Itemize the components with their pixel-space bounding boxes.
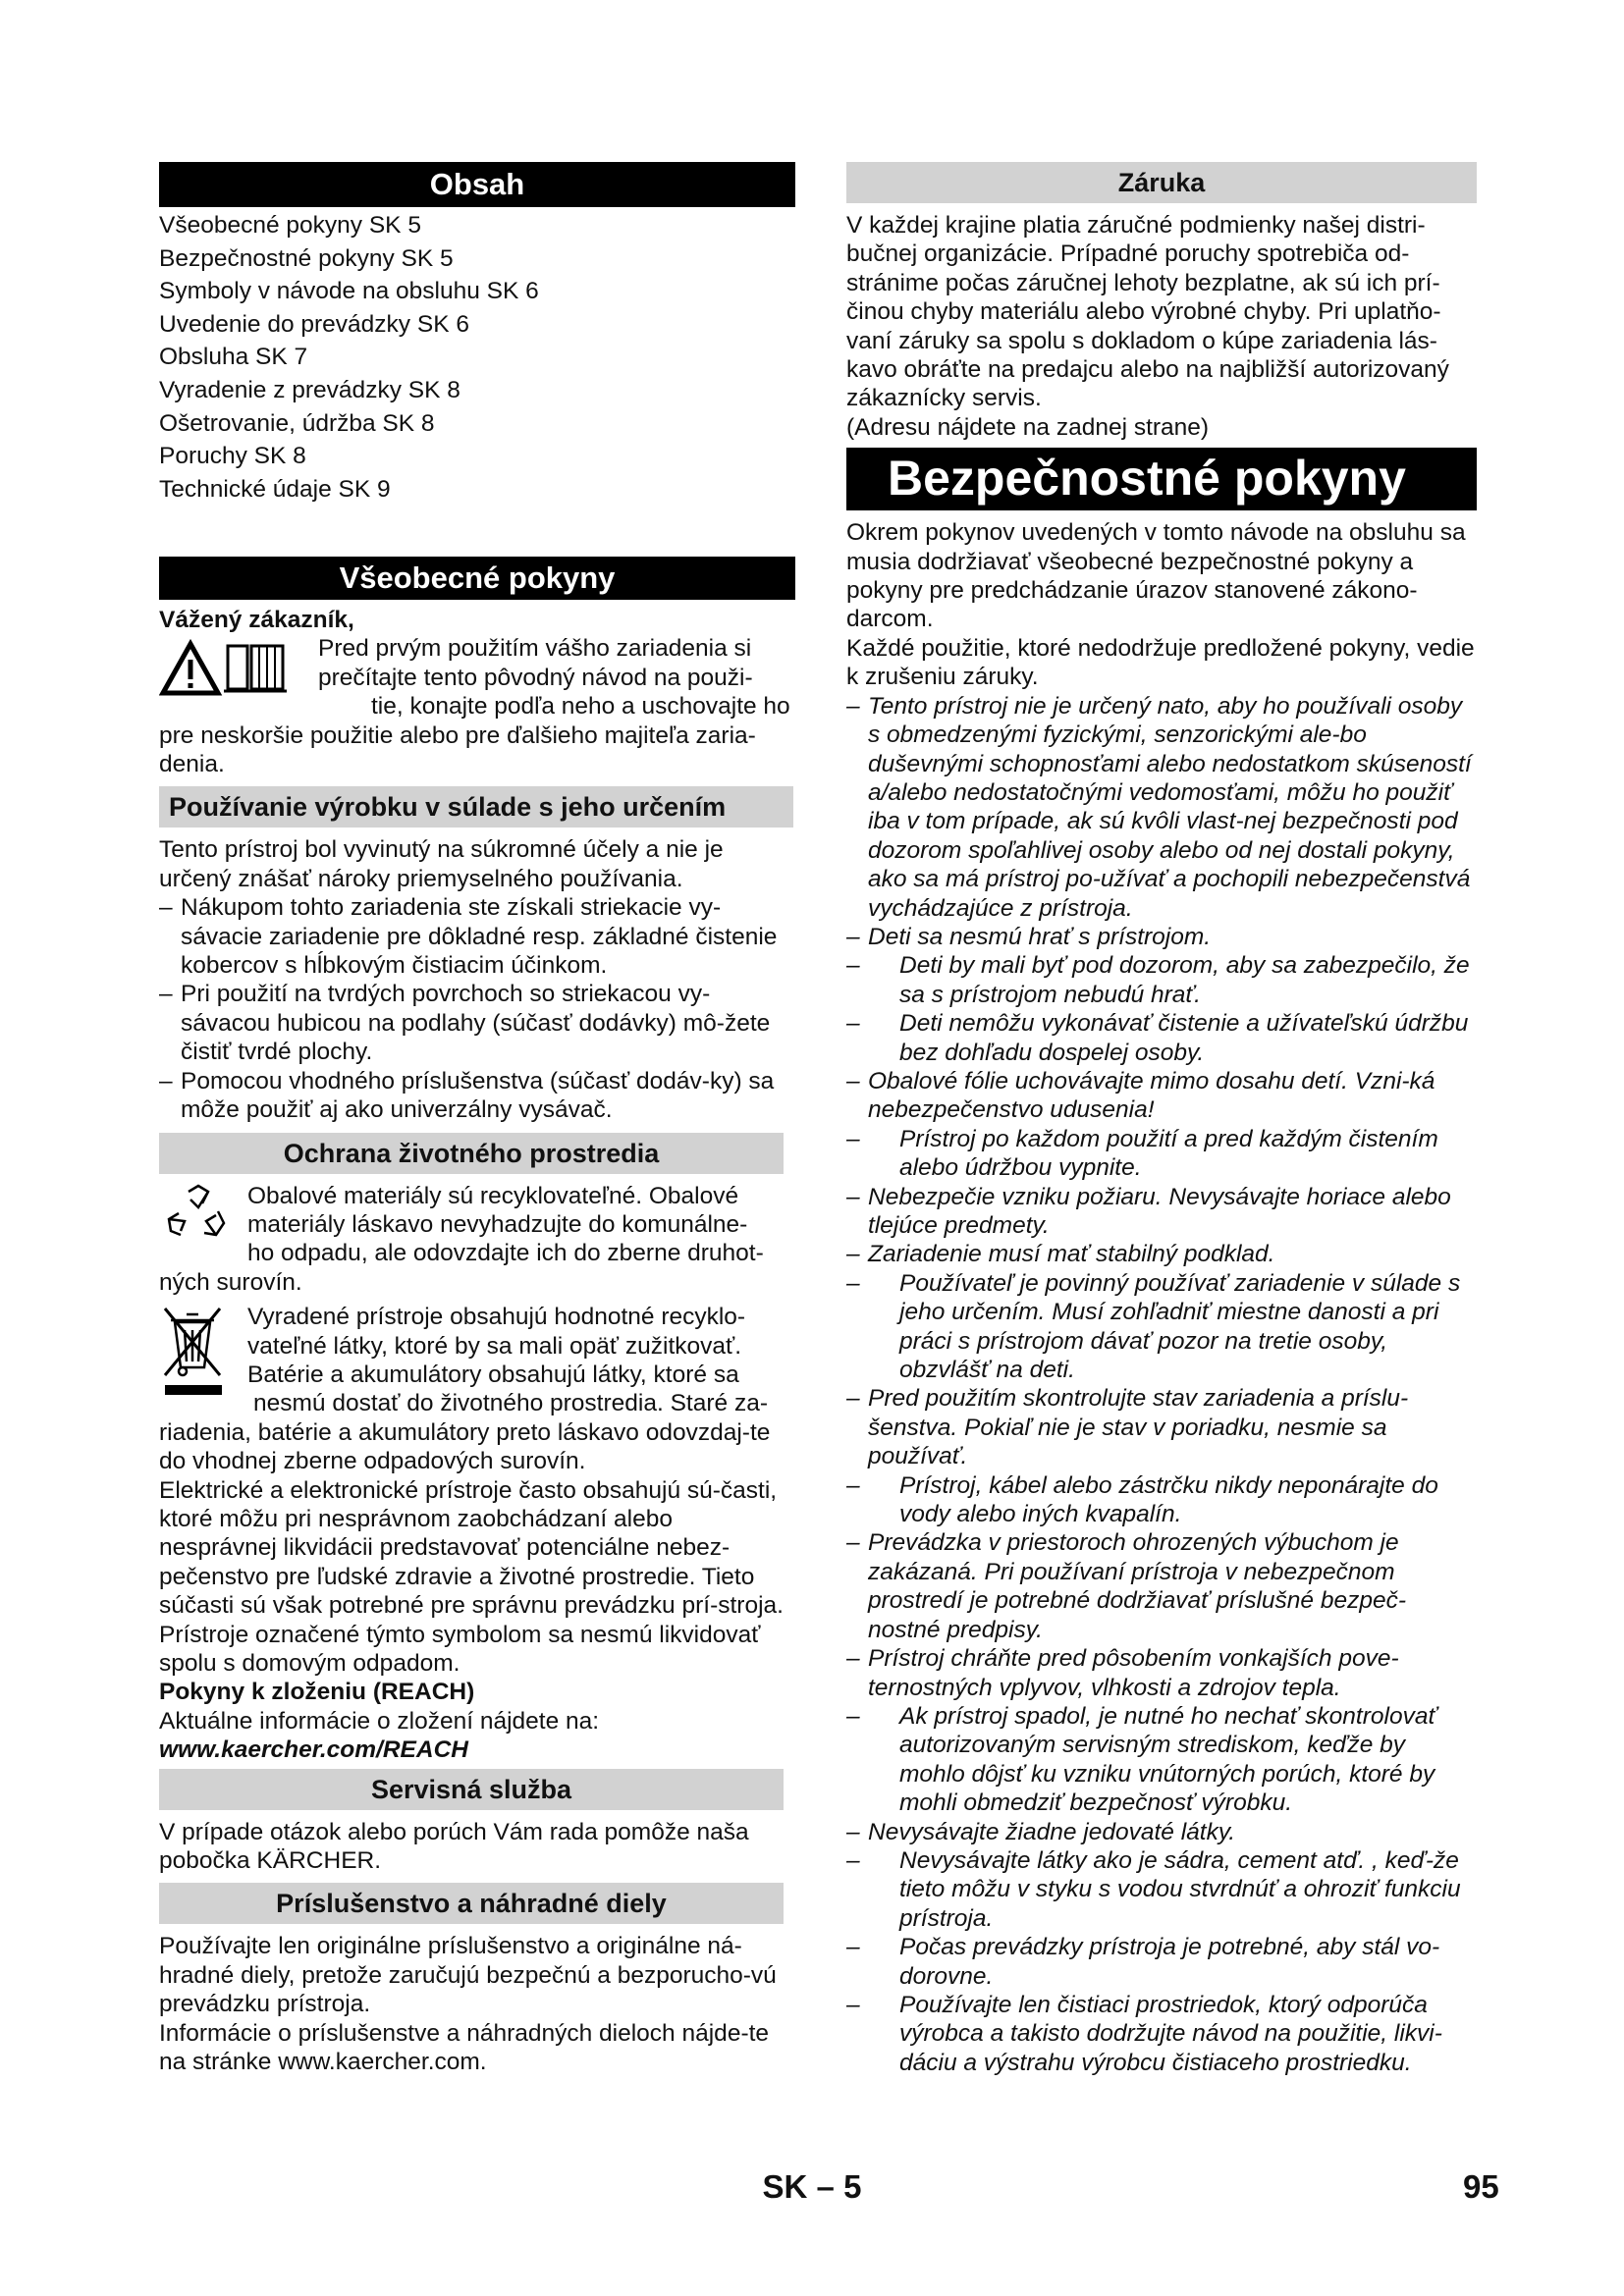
recycle-line: materiály láskavo nevyhadzujte do komunálne- — [247, 1210, 748, 1238]
accessories-text-2: Informácie o príslušenstve a náhradných dieloch nájde-te na stránke www.kaercher.com. — [159, 2019, 770, 2076]
greeting: Vážený zákazník, — [159, 607, 354, 633]
recycle-rest: ných surovín. — [159, 1268, 302, 1296]
recycle-icon — [159, 1182, 238, 1251]
toc-item[interactable]: Uvedenie do prevádzky SK 6 — [159, 310, 469, 338]
accessories-text: Používajte len originálne príslušenstvo a originálne ná-hradné diely, pretože zaručujú bezpečnú a bezporucho-vú prevádzku prístroja. — [159, 1933, 777, 2018]
weee-rest: riadenia, batérie a akumulátory preto láskavo odovzdaj-te do vhodnej zberne odpadových surovín. — [159, 1418, 771, 1475]
toc-item[interactable]: Poruchy SK 8 — [159, 443, 306, 470]
intro-line: Pred prvým použitím vášho zariadenia si — [318, 635, 752, 663]
weee-line: Batérie a akumulátory obsahujú látky, ktoré sa — [247, 1361, 739, 1388]
intro-block — [159, 634, 795, 721]
safety-item: – Prístroj, kábel alebo zástrčku nikdy neponárajte do vody alebo iných kvapalín. — [846, 1471, 1438, 1528]
page-number: 95 — [1463, 2168, 1499, 2205]
safety-item: – Prístroj po každom použití a pred každým čistením alebo údržbou vypnite. — [846, 1125, 1438, 1182]
safety-item: – Deti by mali byť pod dozorom, aby sa zabezpečilo, že sa s prístrojom nebudú hrať. — [846, 952, 1470, 1008]
warranty-text: V každej krajine platia záručné podmienky našej distri-bučnej organizácie. Prípadné poruchy spotrebiča od-stránime počas záručnej lehoty bezplatne, ak sú ich prí-činou chyby materiálu alebo výrobné chyby. Pri uplatňo-vaní záruky sa spolu s dokladom o kúpe zariadenia lás-kavo obráťte na predajcu alebo na najbližší autorizovaný zákaznícky servis. — [846, 212, 1449, 412]
warranty-address: (Adresu nájdete na zadnej strane) — [846, 413, 1210, 441]
warning-triangle-icon — [159, 638, 306, 697]
safety-item: – Používajte len čistiaci prostriedok, ktorý odporúča výrobca a takisto dodržujte návod na použitie, likvi-dáciu a výstrahu výrobcu čistiaceho prostriedku. — [846, 1991, 1442, 2076]
intro-line: prečítajte tento pôvodný návod na použi- — [318, 664, 753, 691]
safety-item: – Deti sa nesmú hrať s prístrojom. — [846, 923, 1212, 950]
weee-line: vateľné látky, ktoré by sa mali opäť zužitkovať. — [247, 1332, 742, 1360]
safety-intro: Okrem pokynov uvedených v tomto návode na obsluhu sa musia dodržiavať všeobecné bezpečnostné pokyny a pokyny pre predchádzanie úrazov stanovené zákono-darcom. — [846, 519, 1466, 633]
list-item: – Nákupom tohto zariadenia ste získali striekacie vy-sávacie zariadenie pre dôkladné resp. základné čistenie kobercov s hĺbkovým čistiacim účinkom. — [159, 894, 778, 980]
intro-line: tie, konajte podľa neho a uschovajte ho — [371, 693, 790, 721]
toc-heading: Obsah — [159, 162, 795, 207]
weee-line: nesmú dostať do životného prostredia. Staré za- — [253, 1390, 768, 1417]
toc-item[interactable]: Obsluha SK 7 — [159, 344, 308, 371]
intro-rest: pre neskoršie použitie alebo pre ďalšieho majiteľa zaria-denia. — [159, 721, 756, 778]
intended-use-text: Tento prístroj bol vyvinutý na súkromné účely a nie je určený znášať nároky priemyselného používania. — [159, 836, 724, 892]
left-column — [159, 162, 795, 2076]
safety-item: – Prístroj chráňte pred pôsobením vonkajších pove-ternostných vplyvov, vlhkosti a zdrojov tepla. — [846, 1645, 1399, 1701]
safety-item: – Obalové fólie uchovávajte mimo dosahu detí. Vzni-ká nebezpečenstvo udusenia! — [846, 1067, 1435, 1124]
crossed-bin-icon — [159, 1303, 228, 1397]
safety-list — [846, 692, 1477, 2078]
recycle-block — [159, 1182, 795, 1268]
safety-item: – Nebezpečie vzniku požiaru. Nevysávajte horiace alebo tlejúce predmety. — [846, 1183, 1451, 1239]
toc-item[interactable]: Technické údaje SK 9 — [159, 475, 391, 503]
recycle-line: Obalové materiály sú recyklovateľné. Obalové — [247, 1182, 739, 1209]
safety-intro-2: Každé použitie, ktoré nedodržuje predložené pokyny, vedie k zrušeniu záruky. — [846, 634, 1475, 691]
recycle-line: ho odpadu, ale odovzdajte ich do zberne druhot- — [247, 1240, 764, 1267]
toc-item[interactable]: Ošetrovanie, údržba SK 8 — [159, 409, 435, 437]
toc-item[interactable]: Symboly v návode na obsluhu SK 6 — [159, 278, 539, 305]
general-section — [159, 557, 795, 2076]
safety-heading: Bezpečnostné pokyny — [846, 448, 1477, 510]
environment-heading: Ochrana životného prostredia — [159, 1133, 784, 1174]
accessories-heading: Príslušenstvo a náhradné diely — [159, 1883, 784, 1924]
page-label: SK – 5 — [762, 2168, 862, 2205]
weee-block — [159, 1303, 795, 1418]
general-heading: Všeobecné pokyny — [159, 557, 795, 600]
safety-item: – Ak prístroj spadol, je nutné ho nechať skontrolovať autorizovaným servisným strediskom, keďže by mohlo dôjsť ku vzniku vnútorných porúch, ktoré by mohli obmedziť bezpečnosť výrobku. — [846, 1702, 1437, 1817]
safety-item: – Prevádzka v priestoroch ohrozených výbuchom je zakázaná. Pri používaní prístroja v nebezpečnom prostredí je potrebné dodržiavať príslušné bezpeč-nostné predpisy. — [846, 1529, 1406, 1643]
list-item: – Pomocou vhodného príslušenstva (súčasť dodáv-ky) sa môže použiť aj ako univerzálny vysávač. — [159, 1067, 775, 1124]
reach-url-link[interactable]: www.kaercher.com/REACH — [159, 1736, 468, 1764]
weee-line: Vyradené prístroje obsahujú hodnotné recyklo- — [247, 1304, 746, 1331]
safety-item: – Pred použitím skontrolujte stav zariadenia a príslu-šenstva. Pokiaľ nie je stav v poriadku, nesmie sa používať. — [846, 1385, 1409, 1470]
safety-item: – Zariadenie musí mať stabilný podklad. — [846, 1241, 1275, 1268]
safety-item: – Počas prevádzky prístroja je potrebné, aby stál vo-dorovne. — [846, 1934, 1440, 1990]
manual-book-icon — [224, 646, 287, 691]
warranty-heading: Záruka — [846, 162, 1477, 203]
service-text: V prípade otázok alebo porúch Vám rada pomôže naša pobočka KÄRCHER. — [159, 1818, 749, 1875]
toc-list — [159, 209, 795, 506]
safety-item: – Nevysávajte žiadne jedovaté látky. — [846, 1818, 1236, 1845]
reach-text: Aktuálne informácie o zložení nájdete na: — [159, 1707, 600, 1735]
toc-item[interactable]: Všeobecné pokyny SK 5 — [159, 212, 421, 239]
right-column — [846, 162, 1477, 2077]
intended-use-heading: Používanie výrobku v súlade s jeho určením — [159, 786, 793, 828]
toc-item[interactable]: Bezpečnostné pokyny SK 5 — [159, 244, 454, 272]
safety-item: – Nevysávajte látky ako je sádra, cement atď. , keď-že tieto môžu v styku s vodou stvrdnúť a ohroziť funkciu prístroja. — [846, 1846, 1461, 1932]
safety-item: – Deti nemôžu vykonávať čistenie a užívateľskú údržbu bez dohľadu dospelej osoby. — [846, 1010, 1469, 1066]
toc-item[interactable]: Vyradenie z prevádzky SK 8 — [159, 376, 460, 403]
safety-item: – Používateľ je povinný používať zariadenie v súlade s jeho určením. Musí zohľadniť miestne danosti a pri práci s prístrojom dávať pozor na tretie osoby, obzvlášť na deti. — [846, 1269, 1461, 1384]
safety-item: – Tento prístroj nie je určený nato, aby ho používali osoby s obmedzenými fyzickými, senzorickými ale-bo duševnými schopnosťami alebo nedostatkom skúseností a/alebo nedostatočnými vedomosťami, môžu ho použiť iba v tom prípade, ak sú kvôli vlast-nej bezpečnosti pod dozorom spoľahlivej osoby alebo od nej dostali pokyny, ako sa má prístroj po-užívať a pochopili nebezpečenstvá vychádzajúce z prístroja. — [846, 692, 1472, 922]
service-heading: Servisná služba — [159, 1769, 784, 1810]
electronics-text: Elektrické a elektronické prístroje často obsahujú sú-časti, ktoré môžu pri nesprávnom zaobchádzaní alebo nesprávnej likvidácii predstavovať potenciálne nebez-pečenstvo pre ľudské zdravie a životné prostredie. Tieto súčasti sú však potrebné pre správnu prevádzku prí-stroja. Prístroje označené týmto symbolom sa nesmú likvidovať spolu s domovým odpadom. — [159, 1476, 784, 1677]
reach-title: Pokyny k zloženiu (REACH) — [159, 1679, 475, 1706]
list-item: – Pri použití na tvrdých povrchoch so striekacou vy-sávacou hubicou na podlahy (súčasť dodávky) mô-žete čistiť tvrdé plochy. — [159, 981, 771, 1066]
